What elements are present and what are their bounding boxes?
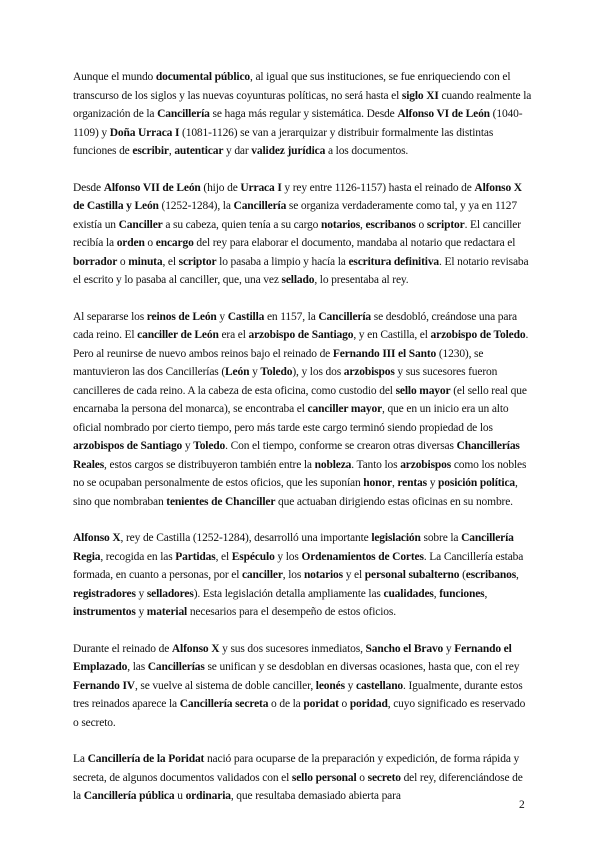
text-run: Desde xyxy=(73,181,104,194)
bold-term: escribanos xyxy=(365,218,416,231)
bold-term: escribir xyxy=(132,145,169,157)
text-run: era el xyxy=(218,329,249,341)
bold-term: Espéculo xyxy=(231,550,275,563)
bold-term: legislación xyxy=(371,532,421,544)
text-run: (1252-1284), la xyxy=(158,200,234,212)
text-run: , se vuelve al sistema de doble canciller, xyxy=(134,679,316,692)
text-run: (1081-1126) se van a jerarquizar y distribuir formalmente las distintas funciones de xyxy=(73,126,494,157)
bold-term: Urraca I xyxy=(240,181,282,194)
text-run: o xyxy=(338,698,350,710)
text-run: , sino que nombraban xyxy=(73,477,518,508)
bold-term: Fernando IV xyxy=(73,679,135,692)
bold-term: autenticar xyxy=(174,145,224,157)
text-run: . Con el tiempo, conforme se crearon otras diversas xyxy=(225,440,457,452)
bold-term: Ordenamientos de Cortes xyxy=(301,550,424,563)
bold-term: documental público xyxy=(155,71,250,83)
bold-term: siglo XI xyxy=(401,89,439,102)
text-run: nació para ocuparse de la preparación y expedición, de forma rápida y secreta, de algunos documentos validados con el xyxy=(73,753,520,784)
text-run: y sus sucesores fueron cancilleres de cada reino. A la cabeza de esta oficina, como custodio del xyxy=(73,366,498,397)
text-run: , xyxy=(516,569,519,581)
bold-term: Cancillería xyxy=(233,200,287,212)
text-run: , xyxy=(484,587,488,600)
bold-term: scriptor xyxy=(178,255,217,268)
bold-term: minuta xyxy=(128,255,163,268)
text-run: del rey, diferenciándose de la xyxy=(73,771,523,802)
bold-term: notarios xyxy=(303,569,343,581)
bold-term: posición política xyxy=(438,477,516,489)
text-run: o xyxy=(415,218,427,231)
text-run: . Pero al reunirse de nuevo ambos reinos bajo el reinado de xyxy=(73,329,529,360)
bold-term: Alfonso VI de León xyxy=(397,108,490,120)
text-run: y los xyxy=(274,550,302,563)
text-run: , el xyxy=(162,255,179,268)
bold-term: secreto xyxy=(367,771,401,784)
text-run: , rey de Castilla (1252-1284), desarrolló una importante xyxy=(120,532,372,544)
bold-term: Cancillería Regia xyxy=(73,532,514,563)
bold-term: material xyxy=(146,606,188,618)
text-run: y xyxy=(344,679,356,692)
text-run: . El canciller recibía la xyxy=(73,218,521,249)
bold-term: escribanos xyxy=(465,569,517,581)
text-run: , las xyxy=(127,661,148,673)
text-run: , xyxy=(391,477,398,489)
text-run: se haga más regular y sistemática. Desde xyxy=(209,108,398,120)
text-run: , xyxy=(168,145,175,157)
text-run: Aunque el mundo xyxy=(73,71,156,83)
bold-term: poridad xyxy=(349,698,388,710)
bold-term: Cancillería pública xyxy=(83,790,175,802)
text-run: cuando realmente la organización de la xyxy=(73,89,532,120)
text-run: ). Esta legislación detalla ampliamente las xyxy=(193,587,384,600)
bold-term: arzobispos xyxy=(400,458,452,471)
bold-term: rentas xyxy=(397,477,427,489)
bold-term: sellado xyxy=(281,274,315,286)
text-run: y rey entre 1126-1157) hasta el reinado de xyxy=(281,181,475,194)
bold-term: arzobispo de Santiago xyxy=(248,329,354,341)
bold-term: instrumentos xyxy=(73,606,136,618)
bold-term: registradores xyxy=(73,587,136,600)
paragraph xyxy=(73,750,533,806)
text-run: u xyxy=(174,790,186,802)
text-run: , lo presentaba al rey. xyxy=(314,274,409,286)
text-run: , al igual que sus instituciones, se fue enriqueciendo con el transcurso de los siglos y las nuevas coyunturas políticas, no será hasta el xyxy=(73,71,511,102)
text-run: . Tanto los xyxy=(351,458,401,471)
bold-term: escritura definitiva xyxy=(348,255,440,268)
text-run: y el xyxy=(343,569,365,581)
bold-term: Fernando el Emplazado xyxy=(73,642,512,673)
text-run: (hijo de xyxy=(200,181,241,194)
text-run: Al separarse los xyxy=(73,310,147,323)
bold-term: Cancillerías xyxy=(147,661,205,673)
bold-term: leonés xyxy=(315,679,345,692)
text-run: y dar xyxy=(223,145,252,157)
paragraph xyxy=(73,640,533,733)
text-run: a los documentos. xyxy=(325,145,409,157)
bold-term: Cancillería xyxy=(157,108,210,120)
text-run: y xyxy=(135,587,147,600)
text-run: , que resultaba demasiado abierta para xyxy=(230,790,401,802)
bold-term: scriptor xyxy=(426,218,465,231)
bold-term: personal subalterno xyxy=(364,569,460,581)
bold-term: Castilla xyxy=(227,310,265,323)
text-run: y xyxy=(249,366,261,378)
bold-term: Toledo xyxy=(260,366,293,378)
text-run: se desdobló, creándose una para cada reino. El xyxy=(73,310,517,341)
text-run: , estos cargos se distribuyeron también entre la xyxy=(104,458,315,471)
text-run: se organiza verdaderamente como tal, y ya en 1127 existía un xyxy=(73,200,517,231)
text-run: o de la xyxy=(268,698,304,710)
page-number: 2 xyxy=(519,799,525,811)
bold-term: arzobispos de Santiago xyxy=(73,440,183,452)
text-run: , que en un inicio era un alto oficial nombrado por cierto tiempo, pero más tarde este cargo terminó siendo propiedad de los xyxy=(73,403,509,434)
bold-term: arzobispos xyxy=(343,366,395,378)
text-run: (1040-1109) y xyxy=(73,108,523,139)
bold-term: Cancillería de la Poridat xyxy=(87,753,205,765)
bold-term: castellano xyxy=(355,679,404,692)
text-run: a su cabeza, quien tenía a su cargo xyxy=(162,218,321,231)
text-run: , el xyxy=(215,550,232,563)
bold-term: borrador xyxy=(73,255,118,268)
text-run: Durante el reinado de xyxy=(73,642,172,655)
text-run: . El notario revisaba el escrito y lo pasaba al canciller, que, una vez xyxy=(73,255,529,286)
text-run: en 1157, la xyxy=(264,310,319,323)
text-run: que actuaban dirigiendo estas oficinas en su nombre. xyxy=(275,495,513,508)
bold-term: Partidas xyxy=(175,550,216,563)
bold-term: sello mayor xyxy=(395,384,451,397)
bold-term: orden xyxy=(116,237,145,249)
bold-term: selladores xyxy=(146,587,194,600)
text-run: y xyxy=(443,642,455,655)
bold-term: Sancho el Bravo xyxy=(365,642,444,655)
bold-term: canciller de León xyxy=(137,329,219,341)
text-run: del rey para elaborar el documento, mandaba al notario que redactara el xyxy=(193,237,516,249)
bold-term: Alfonso X de Castilla y León xyxy=(73,181,522,212)
bold-term: funciones xyxy=(439,587,485,600)
bold-term: Alfonso VII de León xyxy=(103,181,201,194)
paragraph xyxy=(73,529,533,622)
bold-term: León xyxy=(225,366,250,378)
text-run: o xyxy=(144,237,156,249)
bold-term: honor xyxy=(363,477,392,489)
bold-term: tenientes de Chanciller xyxy=(166,495,276,508)
bold-term: nobleza xyxy=(314,458,352,471)
bold-term: canciller mayor xyxy=(307,403,383,415)
text-run: o xyxy=(117,255,129,268)
bold-term: validez jurídica xyxy=(251,145,326,157)
bold-term: Alfonso X xyxy=(171,642,220,655)
bold-term: Toledo xyxy=(193,440,226,452)
bold-term: Chancillerías Reales xyxy=(73,440,520,471)
text-run: y xyxy=(216,310,228,323)
bold-term: ordinaria xyxy=(185,790,231,802)
paragraph xyxy=(73,179,533,290)
text-run: , los xyxy=(282,569,304,581)
bold-term: arzobispo de Toledo xyxy=(430,329,526,341)
text-run: , xyxy=(433,587,440,600)
text-run: ), y los dos xyxy=(292,366,344,378)
bold-term: notarios xyxy=(320,218,361,231)
bold-term: Canciller xyxy=(118,218,163,231)
bold-term: cualidades xyxy=(383,587,434,600)
bold-term: canciller xyxy=(241,569,283,581)
text-run: . Igualmente, durante estos tres reinados aparece la xyxy=(73,679,523,710)
text-run: La xyxy=(73,753,88,765)
text-run: . La Cancillería estaba formada, en cuanto a personas, por el xyxy=(73,550,524,581)
bold-term: Doña Urraca I xyxy=(109,126,180,139)
text-run: y sus dos sucesores inmediatos, xyxy=(219,642,366,655)
text-run: lo pasaba a limpio y hacía la xyxy=(216,255,349,268)
bold-term: sello personal xyxy=(291,771,357,784)
text-run: sobre la xyxy=(420,532,462,544)
bold-term: Cancillería secreta xyxy=(179,698,269,710)
bold-term: Alfonso X xyxy=(73,532,121,544)
text-run: se unifican y se desdoblan en diversas ocasiones, hasta que, con el rey xyxy=(204,661,520,673)
text-run: , cuyo significado es reservado o secreto. xyxy=(73,698,526,729)
text-run: necesarios para el desempeño de estos oficios. xyxy=(187,606,396,618)
text-run: o xyxy=(356,771,368,784)
text-run: como los nobles no se ocupaban personalmente de estos oficios, que les suponían xyxy=(73,458,527,489)
document-body xyxy=(73,68,533,824)
bold-term: reinos de León xyxy=(146,310,217,323)
text-run: (1230), se mantuvieron las dos Cancillerías ( xyxy=(73,347,484,378)
bold-term: encargo xyxy=(155,237,194,249)
text-run: , y en Castilla, el xyxy=(353,329,431,341)
text-run: y xyxy=(426,477,439,489)
text-run: , xyxy=(360,218,366,231)
bold-term: Cancillería xyxy=(318,310,372,323)
text-run: y xyxy=(182,440,194,452)
bold-term: Fernando III el Santo xyxy=(332,347,437,360)
text-run: ( xyxy=(459,569,466,581)
text-run: y xyxy=(135,606,147,618)
text-run: (el sello real que encarnaba la persona del monarca), se encontraba el xyxy=(73,384,527,415)
paragraph xyxy=(73,68,533,161)
bold-term: poridat xyxy=(303,698,339,710)
text-run: , recogida en las xyxy=(100,550,176,563)
paragraph xyxy=(73,308,533,512)
